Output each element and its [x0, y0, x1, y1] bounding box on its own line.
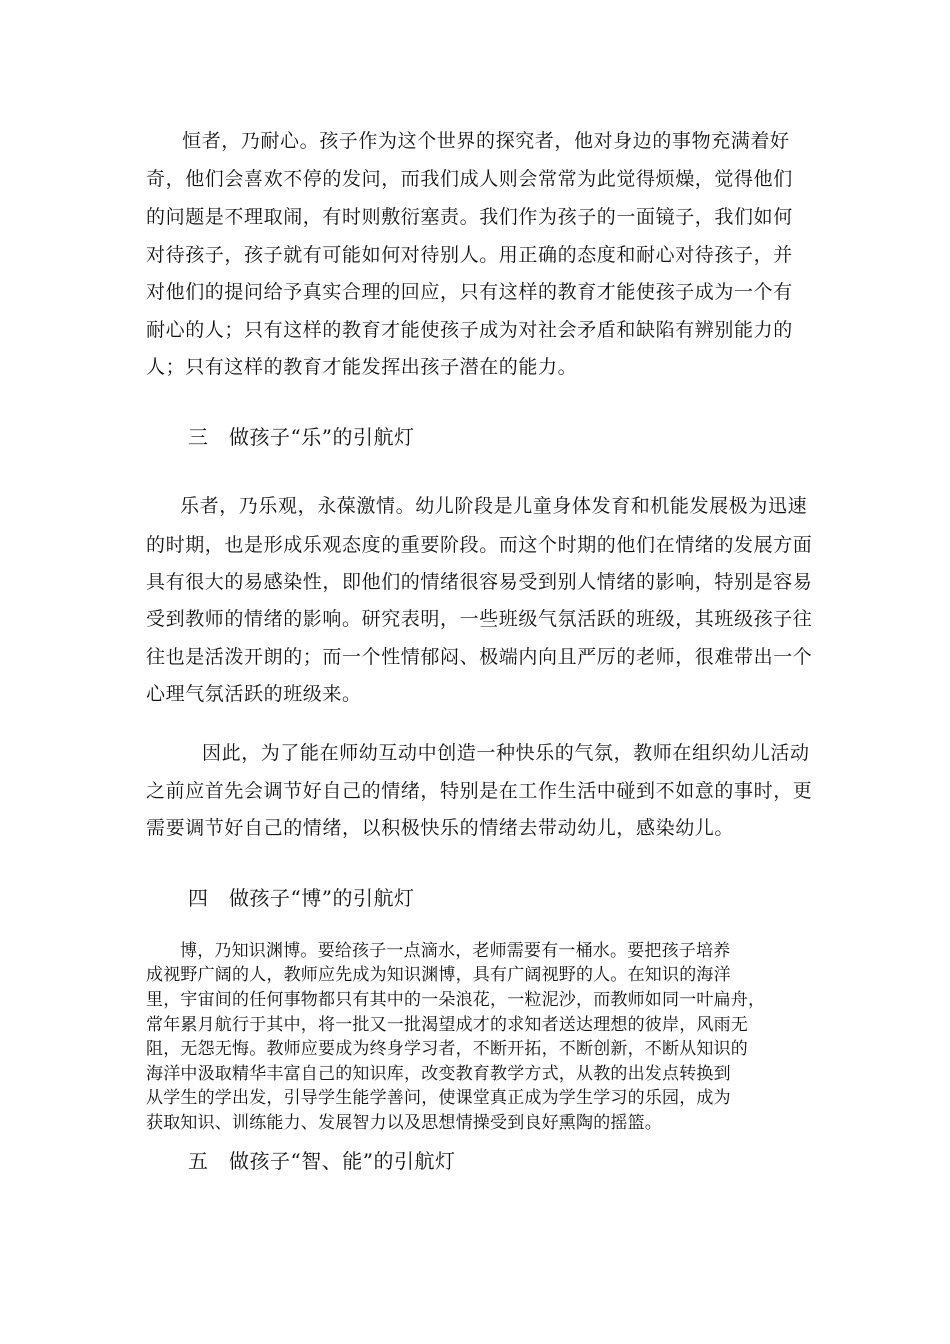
paragraph-line: 人；只有这样的教育才能发挥出孩子潜在的能力。	[146, 356, 578, 378]
paragraph-line: 需要调节好自己的情绪，以积极快乐的情绪去带动幼儿，感染幼儿。	[146, 817, 735, 839]
paragraph-line: 因此，为了能在师幼互动中创造一种快乐的气氛，教师在组织幼儿活动	[202, 742, 810, 764]
paragraph-line: 常年累月航行于其中，将一批又一批渴望成才的求知者送达理想的彼岸，风雨无	[146, 1015, 748, 1035]
paragraph-line: 博，乃知识渊博。要给孩子一点滴水，老师需要有一桶水。要把孩子培养	[180, 941, 731, 961]
section-heading-3: 三 做孩子“乐”的引航灯	[188, 425, 415, 449]
paragraph-line: 耐心的人；只有这样的教育才能使孩子成为对社会矛盾和缺陷有辨别能力的	[146, 319, 793, 341]
paragraph-line: 成视野广阔的人，教师应先成为知识渊博，具有广阔视野的人。在知识的海洋	[146, 965, 731, 985]
paragraph-line: 心理气氛活跃的班级来。	[146, 683, 362, 705]
paragraph-line: 对待孩子，孩子就有可能如何对待别人。用正确的态度和耐心对待孩子，并	[146, 244, 793, 266]
paragraph-line: 具有很大的易感染性，即他们的情绪很容易受到别人情绪的影响，特别是容易	[146, 571, 813, 593]
section-heading-5: 五 做孩子“智、能”的引航灯	[188, 1149, 456, 1173]
paragraph-line: 乐者，乃乐观，永葆激情。幼儿阶段是儿童身体发育和机能发展极为迅速	[180, 495, 808, 517]
paragraph-line: 阻，无怨无悔。教师应要成为终身学习者，不断开拓，不断创新，不断从知识的	[146, 1039, 748, 1059]
paragraph-line: 之前应首先会调节好自己的情绪，特别是在工作生活中碰到不如意的事时，更	[146, 780, 813, 802]
paragraph-line: 受到教师的情绪的影响。研究表明，一些班级气氛活跃的班级，其班级孩子往	[146, 608, 813, 630]
paragraph-line: 对他们的提问给予真实合理的回应，只有这样的教育才能使孩子成为一个有	[146, 281, 793, 303]
paragraph-line: 海洋中汲取精华丰富自己的知识库，改变教育教学方式，从教的出发点转换到	[146, 1064, 731, 1084]
paragraph-line: 往也是活泼开朗的；而一个性情郁闷、极端内向且严厉的老师，很难带出一个	[146, 646, 813, 668]
paragraph-line: 恒者，乃耐心。孩子作为这个世界的探究者，他对身边的事物充满着好	[182, 130, 790, 152]
section-heading-4: 四 做孩子“博”的引航灯	[188, 886, 415, 910]
paragraph-line: 奇，他们会喜欢不停的发问，而我们成人则会常常为此觉得烦燥，觉得他们	[146, 168, 793, 190]
paragraph-line: 获取知识、训练能力、发展智力以及思想情操受到良好熏陶的摇篮。	[146, 1113, 662, 1133]
paragraph-line: 的问题是不理取闹，有时则敷衍塞责。我们作为孩子的一面镜子，我们如何	[146, 206, 793, 228]
paragraph-line: 里，宇宙间的任何事物都只有其中的一朵浪花，一粒泥沙，而教师如同一叶扁舟，	[146, 990, 766, 1010]
paragraph-line: 从学生的学出发，引导学生能学善问，使课堂真正成为学生学习的乐园，成为	[146, 1088, 731, 1108]
paragraph-line: 的时期，也是形成乐观态度的重要阶段。而这个时期的他们在情绪的发展方面	[146, 534, 813, 556]
